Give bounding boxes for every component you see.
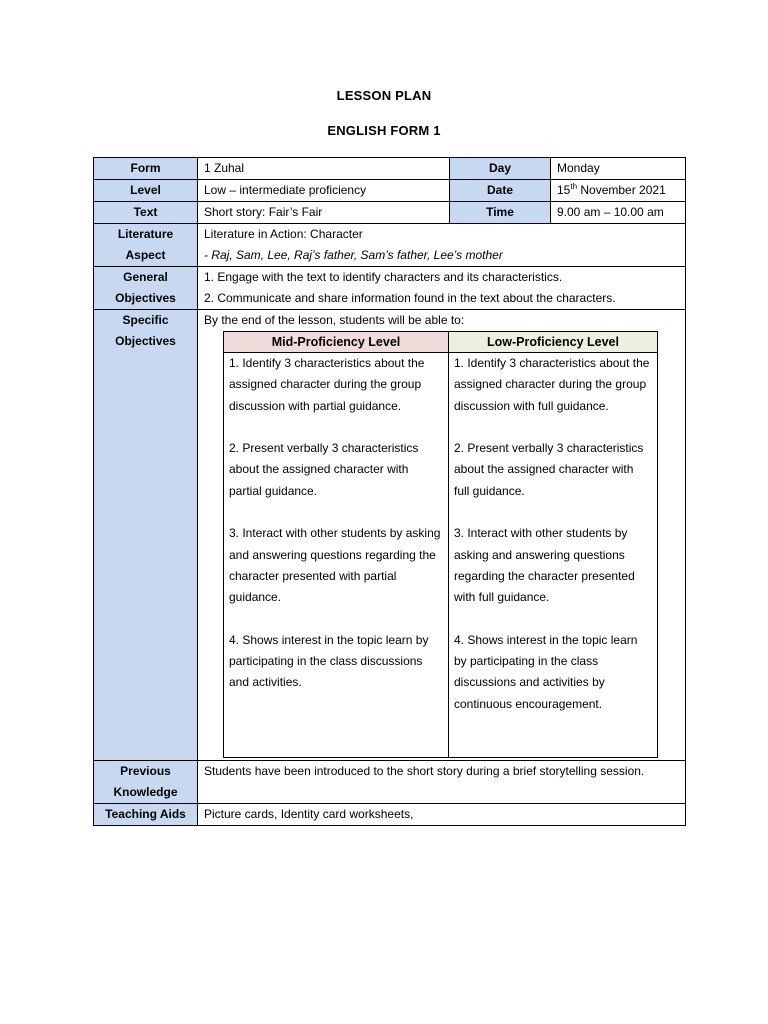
page-title: LESSON PLAN — [336, 88, 432, 103]
time-value: 9.00 am – 10.00 am — [551, 202, 686, 224]
row-specific-objectives — [94, 310, 686, 761]
low-objective-2: 2. Present verbally 3 characteristics about the assigned character with full guidance. — [454, 441, 644, 498]
proficiency-header-row — [224, 332, 658, 353]
previous-label-line2: Knowledge — [113, 785, 178, 799]
mid-objective-1: 1. Identify 3 characteristics about the assigned character during the group discussion with partial guidance. — [229, 356, 425, 413]
specific-intro: By the end of the lesson, students will be able to: — [204, 313, 465, 327]
proficiency-table — [223, 331, 658, 758]
date-label: Date — [450, 180, 551, 202]
lesson-plan-table — [93, 157, 686, 826]
level-value: Low – intermediate proficiency — [198, 180, 450, 202]
previous-value: Students have been introduced to the short story during a brief storytelling session. — [198, 761, 686, 804]
specific-label — [94, 310, 198, 761]
literature-label-line1: Literature — [117, 227, 174, 241]
literature-label-line2: Aspect — [125, 248, 166, 262]
low-objective-4: 4. Shows interest in the topic learn by participating in the class discussions and activities by continuous encouragement. — [454, 632, 638, 711]
form-label: Form — [94, 158, 198, 180]
day-value: Monday — [551, 158, 686, 180]
low-proficiency-header: Low-Proficiency Level — [449, 332, 658, 353]
mid-objective-2: 2. Present verbally 3 characteristics about the assigned character with partial guidance. — [229, 441, 419, 498]
general-label-line2: Objectives — [115, 291, 176, 305]
text-value: Short story: Fair’s Fair — [198, 202, 450, 224]
date-day: 15 — [557, 183, 571, 197]
mid-objective-3: 3. Interact with other students by asking and answering questions regarding the character presented with partial guidance. — [229, 526, 441, 605]
row-teaching-aids — [94, 804, 686, 826]
row-previous-knowledge — [94, 761, 686, 804]
mid-objective-4: 4. Shows interest in the topic learn by participating in the class discussions and activities. — [229, 632, 429, 690]
literature-line2: - Raj, Sam, Lee, Raj’s father, Sam’s father, Lee’s mother — [204, 248, 503, 262]
level-label: Level — [94, 180, 198, 202]
low-proficiency-cell — [449, 353, 658, 758]
row-form — [94, 158, 686, 180]
time-label: Time — [450, 202, 551, 224]
specific-label-line2: Objectives — [115, 334, 176, 348]
mid-proficiency-header: Mid-Proficiency Level — [224, 332, 449, 353]
low-objective-1: 1. Identify 3 characteristics about the assigned character during the group discussion with full guidance. — [454, 356, 650, 413]
date-value — [551, 180, 686, 202]
previous-label — [94, 761, 198, 804]
text-label: Text — [94, 202, 198, 224]
mid-proficiency-cell — [224, 353, 449, 758]
general-label-line1: General — [123, 270, 168, 284]
date-rest: November 2021 — [577, 183, 666, 197]
literature-value — [198, 224, 686, 267]
row-literature — [94, 224, 686, 267]
literature-line1: Literature in Action: Character — [204, 227, 363, 241]
row-general-objectives — [94, 267, 686, 310]
specific-value — [198, 310, 686, 761]
previous-label-line1: Previous — [120, 764, 171, 778]
form-value: 1 Zuhal — [198, 158, 450, 180]
general-label — [94, 267, 198, 310]
row-text — [94, 202, 686, 224]
general-value — [198, 267, 686, 310]
aids-value: Picture cards, Identity card worksheets, — [198, 804, 686, 826]
date-ordinal: th — [570, 182, 578, 191]
literature-label — [94, 224, 198, 267]
row-level — [94, 180, 686, 202]
day-label: Day — [450, 158, 551, 180]
proficiency-body-row — [224, 353, 658, 758]
aids-label: Teaching Aids — [94, 804, 198, 826]
page-subtitle: ENGLISH FORM 1 — [327, 123, 441, 138]
general-objective-2: 2. Communicate and share information found in the text about the characters. — [204, 291, 616, 305]
low-objective-3: 3. Interact with other students by asking and answering questions regarding the character presented with full guidance. — [454, 526, 635, 605]
general-objective-1: 1. Engage with the text to identify characters and its characteristics. — [204, 270, 563, 284]
specific-label-line1: Specific — [122, 313, 169, 327]
